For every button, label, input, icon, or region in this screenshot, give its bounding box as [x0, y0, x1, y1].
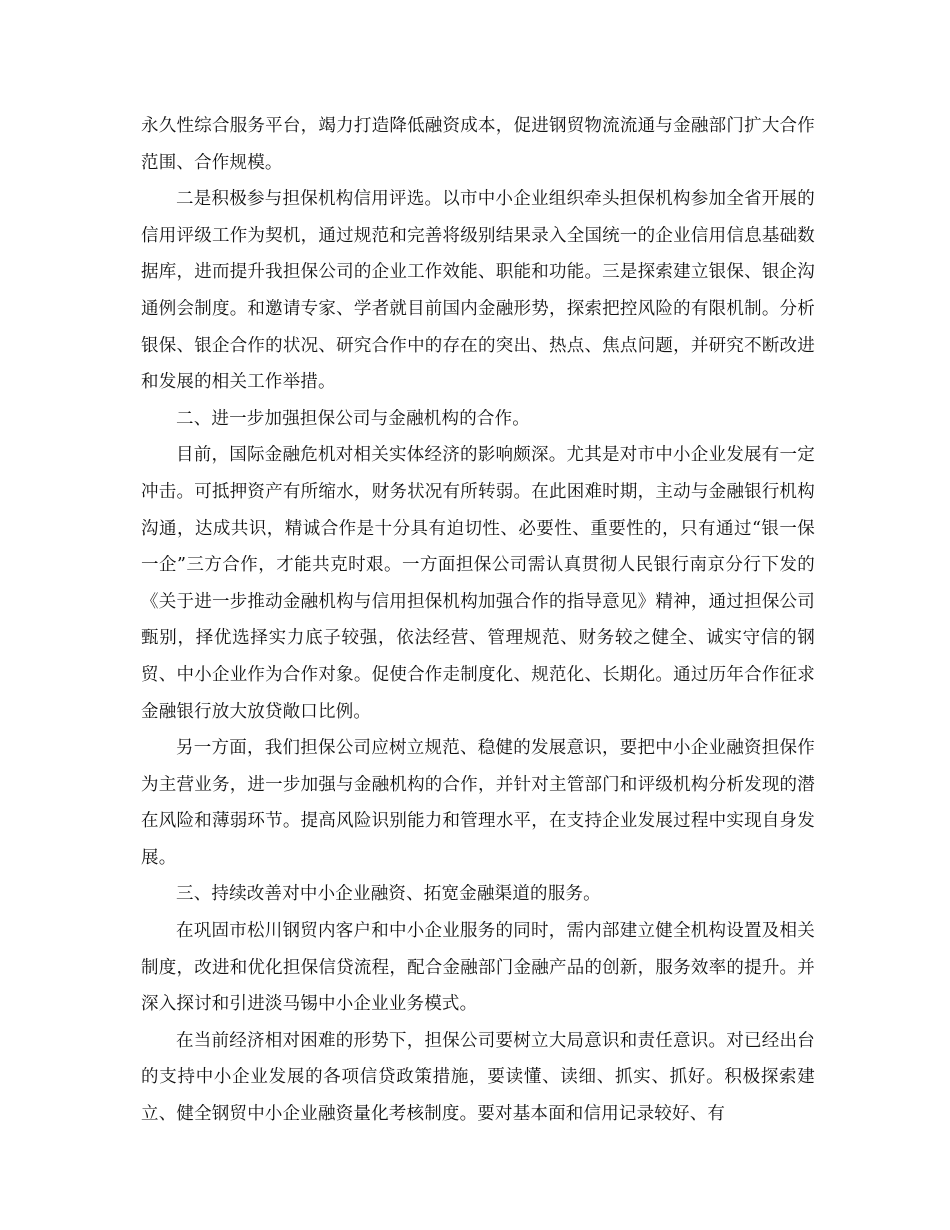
paragraph-3: 目前，国际金融危机对相关实体经济的影响颇深。尤其是对市中小企业发展有一定冲击。可抵押资产有所缩水，财务状况有所转弱。在此困难时期，主动与金融银行机构沟通，达成共识，精诚合作是十分具有迫切性、必要性、重要性的，只有通过“银一保一企”三方合作，才能共克时艰。一方面担保公司需认真贯彻人民银行南京分行下发的《关于进一步推动金融机构与信用担保机构加强合作的指导意见》精神，通过担保公司甄别，择优选择实力底子较强，依法经营、管理规范、财务较之健全、诚实守信的钢贸、中小企业作为合作对象。促使合作走制度化、规范化、长期化。通过历年合作征求金融银行放大放贷敞口比例。 [141, 445, 815, 722]
paragraph-5: 在巩固市松川钢贸内客户和中小企业服务的同时，需内部建立健全机构设置及相关制度，改进和优化担保信贷流程，配合金融部门金融产品的创新，服务效率的提升。并深入探讨和引进淡马锡中小企业业务模式。 [141, 921, 815, 1015]
section-heading-2: 二、进一步加强担保公司与金融机构的合作。 [176, 408, 530, 429]
paragraph-1: 永久性综合服务平台，竭力打造降低融资成本，促进钢贸物流流通与金融部门扩大合作范围、合作规模。 [141, 116, 815, 173]
paragraph-4: 另一方面，我们担保公司应树立规范、稳健的发展意识，要把中小企业融资担保作为主营业务，进一步加强与金融机构的合作，并针对主管部门和评级机构分析发现的潜在风险和薄弱环节。提高风险识别能力和管理水平，在支持企业发展过程中实现自身发展。 [141, 738, 815, 868]
section-heading-3: 三、持续改善对中小企业融资、拓宽金融渠道的服务。 [176, 884, 601, 905]
paragraph-2: 二是积极参与担保机构信用评选。以市中小企业组织牵头担保机构参加全省开展的信用评级工作为契机，通过规范和完善将级别结果录入全国统一的企业信用信息基础数据库，进而提升我担保公司的企业工作效能、职能和功能。三是探索建立银保、银企沟通例会制度。和邀请专家、学者就目前国内金融形势，探索把控风险的有限机制。分析银保、银企合作的状况、研究合作中的存在的突出、热点、焦点问题，并研究不断改进和发展的相关工作举措。 [141, 189, 815, 393]
paragraph-6: 在当前经济相对困难的形势下，担保公司要树立大局意识和责任意识。对已经出台的支持中小企业发展的各项信贷政策措施，要读懂、读细、抓实、抓好。积极探索建立、健全钢贸中小企业融资量化考核制度。要对基本面和信用记录较好、有 [141, 1030, 815, 1125]
document-body [141, 108, 815, 1133]
